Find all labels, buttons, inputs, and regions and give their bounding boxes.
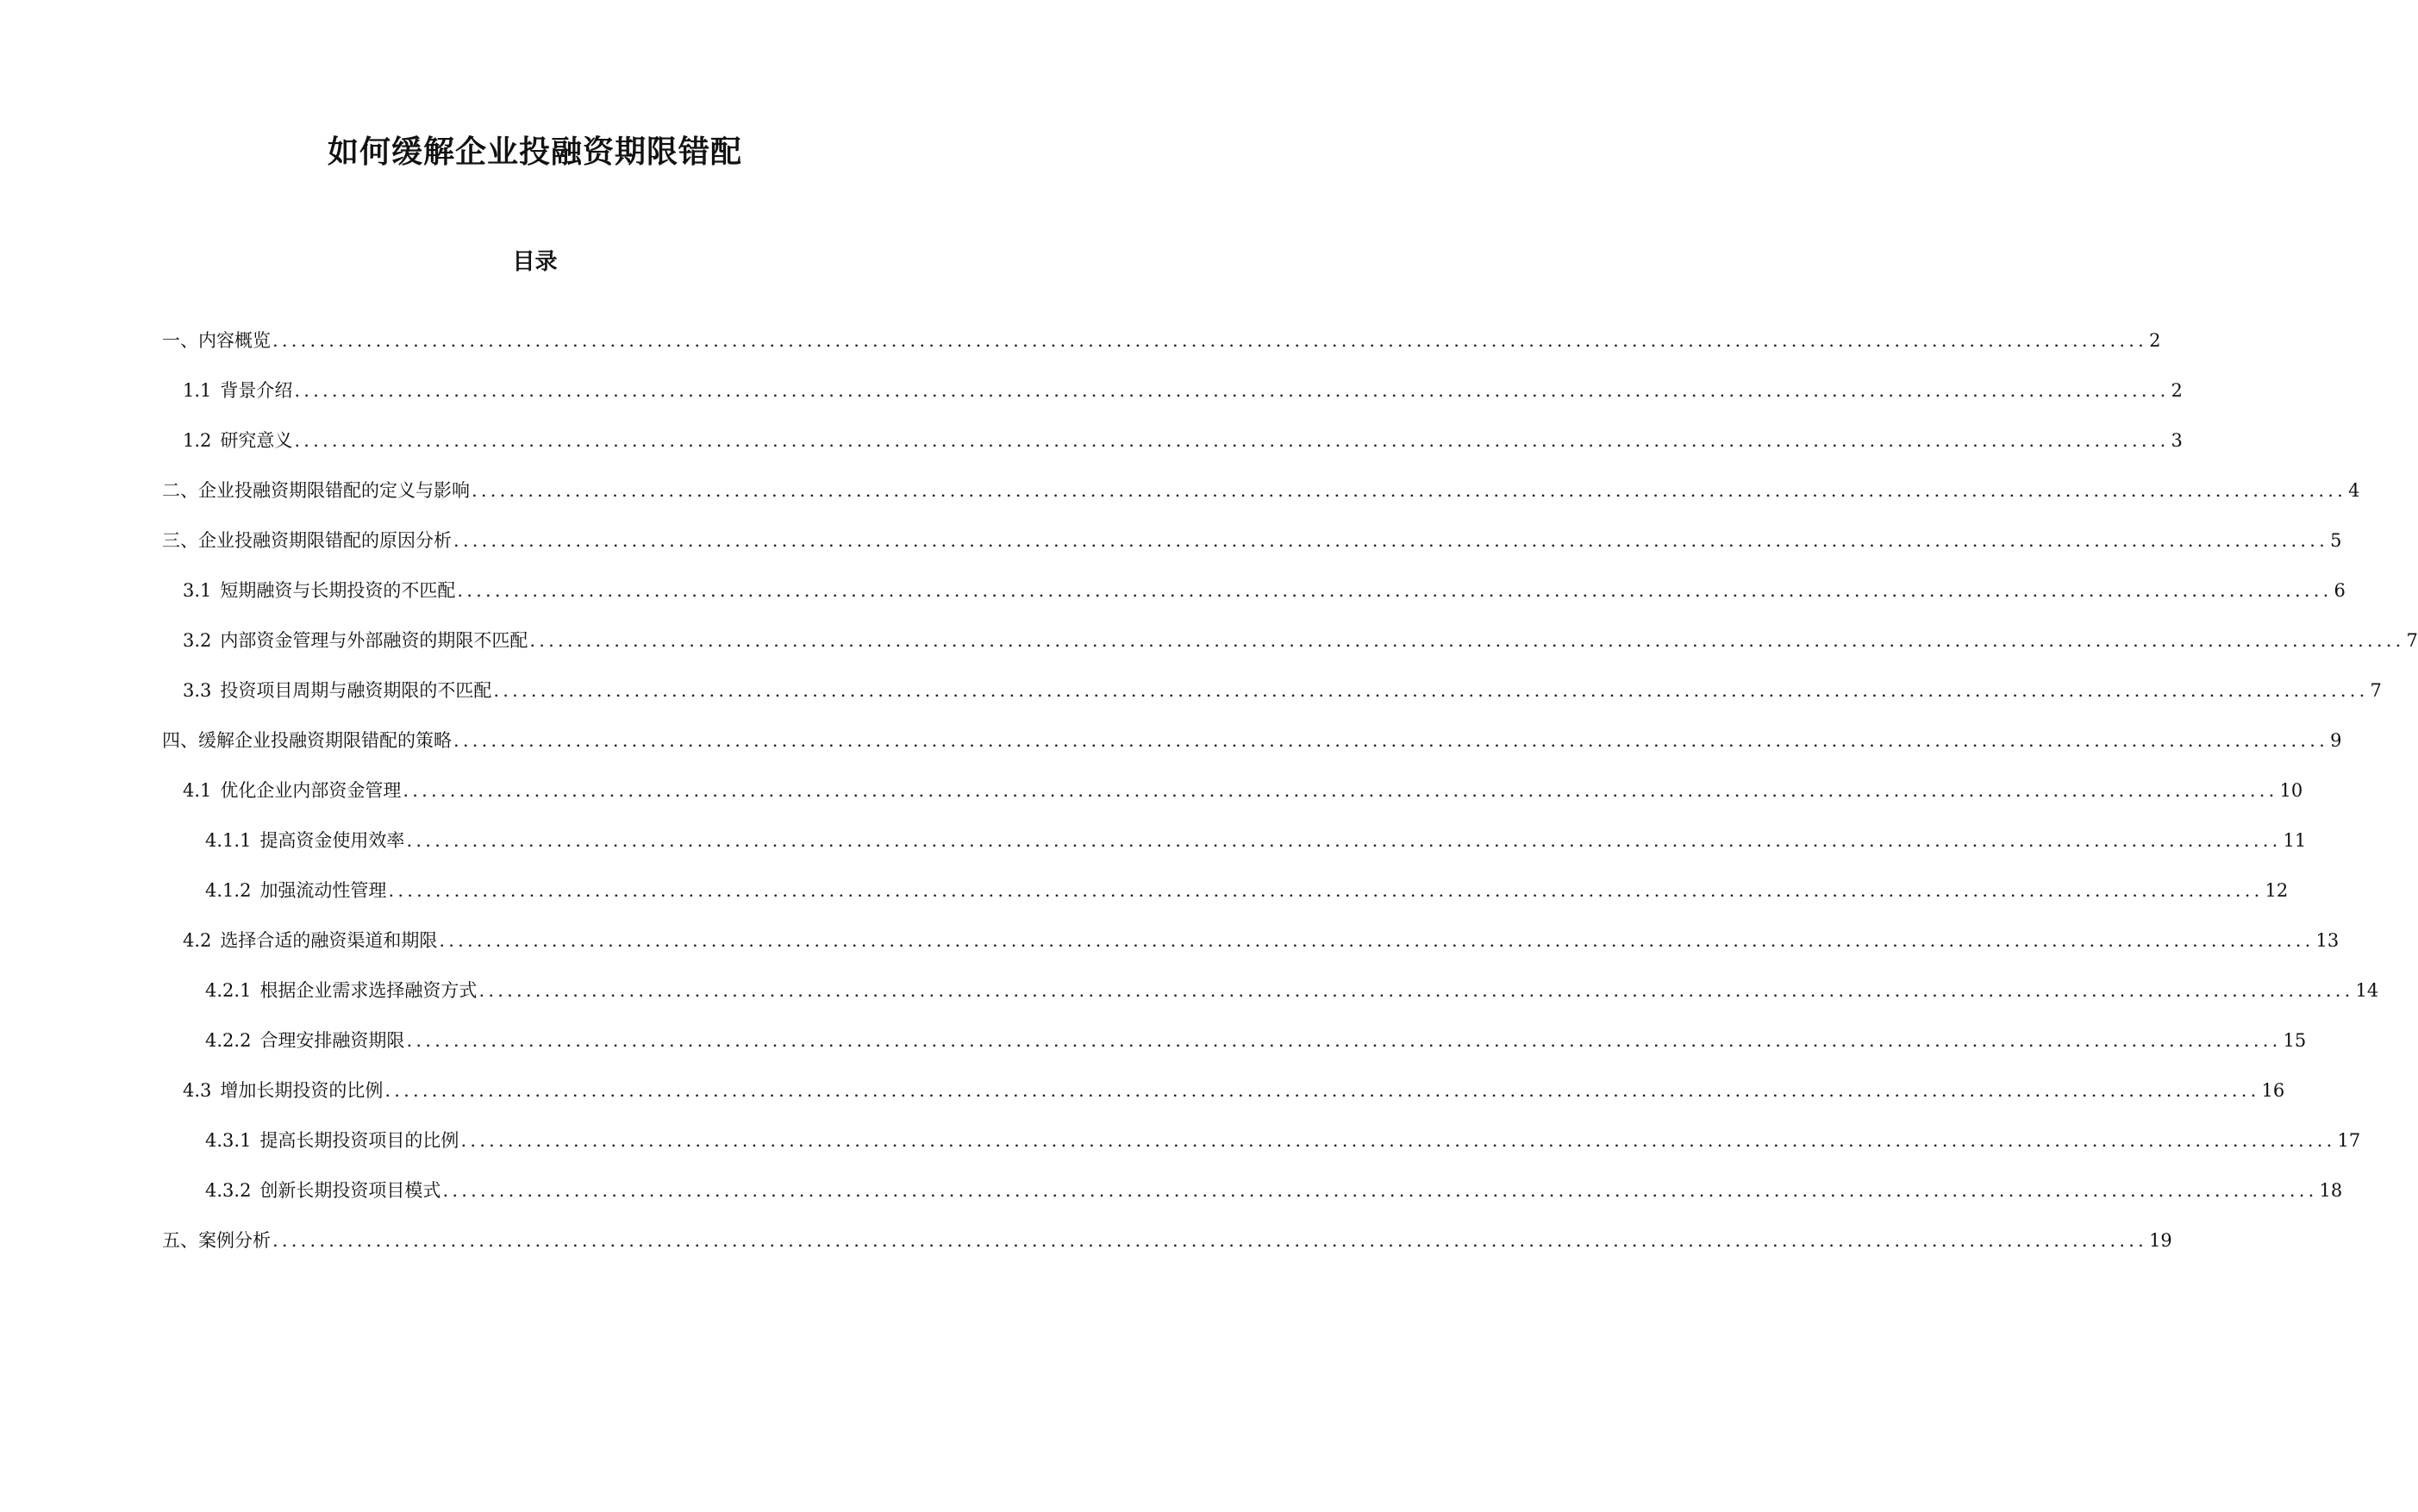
toc-entry-4-2-1[interactable] — [205, 978, 2379, 1003]
toc-entry-text: 二、企业投融资期限错配的定义与影响 — [162, 480, 470, 501]
toc-page-number: 6 — [2334, 580, 2346, 601]
toc-entry-text: 提高长期投资项目的比例 — [259, 1130, 459, 1151]
toc-page-number: 15 — [2283, 1030, 2307, 1051]
toc-leader-dots: ........................................................................................................................................................................................................ — [453, 530, 2329, 551]
toc-section-number: 4.1.2 — [205, 880, 252, 901]
toc-entry-text: 优化企业内部资金管理 — [220, 780, 402, 801]
toc-entry-text: 投资项目周期与融资期限的不匹配 — [220, 680, 492, 701]
toc-page-number: 16 — [2261, 1080, 2285, 1101]
toc-entry-text: 一、内容概览 — [162, 330, 271, 351]
toc-leader-dots: ........................................................................................................................................................................................................ — [294, 380, 2170, 401]
toc-entry-text: 三、企业投融资期限错配的原因分析 — [162, 530, 452, 551]
toc-entry-4-1-2[interactable] — [205, 878, 2289, 903]
toc-leader-dots: ........................................................................................................................................................................................................ — [388, 880, 2264, 901]
toc-leader-dots: ........................................................................................................................................................................................................ — [478, 980, 2354, 1001]
toc-section-number: 3.3 — [183, 680, 212, 701]
toc-page-number: 7 — [2370, 680, 2382, 701]
toc-page-number: 14 — [2355, 980, 2379, 1001]
toc-page-number: 10 — [2279, 780, 2303, 801]
toc-page-number: 12 — [2265, 880, 2289, 901]
toc-entry-4-1[interactable] — [183, 778, 2303, 803]
toc-entry-text: 内部资金管理与外部融资的期限不匹配 — [220, 630, 528, 651]
toc-leader-dots: ........................................................................................................................................................................................................ — [529, 630, 2405, 651]
toc-leader-dots: ........................................................................................................................................................................................................ — [406, 830, 2282, 851]
toc-section-number: 4.2 — [183, 930, 212, 951]
toc-page-number: 3 — [2171, 430, 2183, 451]
toc-leader-dots: ........................................................................................................................................................................................................ — [457, 580, 2333, 601]
toc-entry-1[interactable] — [162, 328, 2161, 353]
toc-leader-dots: ........................................................................................................................................................................................................ — [384, 1080, 2260, 1101]
toc-entry-3-3[interactable] — [183, 678, 2382, 703]
toc-entry-3-1[interactable] — [183, 578, 2346, 603]
toc-entry-text: 增加长期投资的比例 — [220, 1080, 384, 1101]
toc-page-number: 7 — [2406, 630, 2418, 651]
toc-entry-2[interactable] — [162, 478, 2360, 503]
toc-entry-text: 根据企业需求选择融资方式 — [259, 980, 478, 1001]
toc-page-number: 19 — [2149, 1230, 2172, 1251]
toc-entry-text: 提高资金使用效率 — [259, 830, 405, 851]
toc-section-number: 3.1 — [183, 580, 212, 601]
toc-entry-text: 五、案例分析 — [162, 1230, 271, 1251]
toc-leader-dots: ........................................................................................................................................................................................................ — [453, 730, 2329, 751]
toc-section-number: 4.3 — [183, 1080, 212, 1101]
document-title: 如何缓解企业投融资期限错配 — [327, 134, 742, 170]
toc-entry-text: 背景介绍 — [220, 380, 293, 401]
toc-leader-dots: ........................................................................................................................................................................................................ — [294, 430, 2170, 451]
toc-page-number: 9 — [2330, 730, 2342, 751]
toc-entry-4-1-1[interactable] — [205, 828, 2307, 853]
toc-section-number: 4.3.1 — [205, 1130, 252, 1151]
toc-section-number: 4.3.2 — [205, 1180, 252, 1201]
toc-page-number: 2 — [2149, 330, 2161, 351]
toc-page-number: 13 — [2315, 930, 2340, 951]
toc-page-number: 17 — [2337, 1130, 2361, 1151]
toc-heading: 目录 — [512, 249, 558, 275]
toc-leader-dots: ........................................................................................................................................................................................................ — [442, 1180, 2318, 1201]
toc-entry-text: 短期融资与长期投资的不匹配 — [220, 580, 456, 601]
toc-leader-dots: ........................................................................................................................................................................................................ — [460, 1130, 2336, 1151]
toc-entry-4-3[interactable] — [183, 1078, 2285, 1103]
toc-section-number: 1.2 — [183, 430, 212, 451]
toc-entry-1-2[interactable] — [183, 428, 2183, 453]
toc-page-number: 2 — [2171, 380, 2183, 401]
toc-entry-text: 加强流动性管理 — [259, 880, 387, 901]
toc-entry-text: 合理安排融资期限 — [259, 1030, 405, 1051]
toc-section-number: 3.2 — [183, 630, 212, 651]
toc-entry-5[interactable] — [162, 1228, 2172, 1253]
toc-leader-dots: ........................................................................................................................................................................................................ — [272, 1230, 2148, 1251]
toc-entry-4-3-2[interactable] — [205, 1178, 2343, 1203]
toc-page-number: 5 — [2330, 530, 2342, 551]
toc-entry-text: 四、缓解企业投融资期限错配的策略 — [162, 730, 452, 751]
toc-section-number: 4.2.1 — [205, 980, 252, 1001]
toc-entry-text: 研究意义 — [220, 430, 293, 451]
toc-entry-3-2[interactable] — [183, 628, 2418, 653]
toc-leader-dots: ........................................................................................................................................................................................................ — [439, 930, 2315, 951]
toc-page-number: 11 — [2283, 830, 2307, 851]
toc-section-number: 1.1 — [183, 380, 212, 401]
toc-leader-dots: ........................................................................................................................................................................................................ — [272, 330, 2148, 351]
toc-entry-text: 选择合适的融资渠道和期限 — [220, 930, 438, 951]
toc-entry-4[interactable] — [162, 728, 2342, 753]
toc-leader-dots: ........................................................................................................................................................................................................ — [493, 680, 2369, 701]
toc-section-number: 4.1.1 — [205, 830, 252, 851]
toc-entry-text: 创新长期投资项目模式 — [259, 1180, 441, 1201]
toc-page-number: 18 — [2319, 1180, 2343, 1201]
toc-entry-1-1[interactable] — [183, 378, 2183, 403]
toc-section-number: 4.1 — [183, 780, 212, 801]
toc-leader-dots: ........................................................................................................................................................................................................ — [403, 780, 2278, 801]
toc-entry-4-2[interactable] — [183, 928, 2340, 953]
toc-leader-dots: ........................................................................................................................................................................................................ — [406, 1030, 2282, 1051]
toc-section-number: 4.2.2 — [205, 1030, 252, 1051]
toc-page-number: 4 — [2348, 480, 2360, 501]
toc-entry-4-2-2[interactable] — [205, 1028, 2307, 1053]
toc-entry-3[interactable] — [162, 528, 2342, 553]
toc-leader-dots: ........................................................................................................................................................................................................ — [472, 480, 2347, 501]
toc-entry-4-3-1[interactable] — [205, 1128, 2361, 1153]
